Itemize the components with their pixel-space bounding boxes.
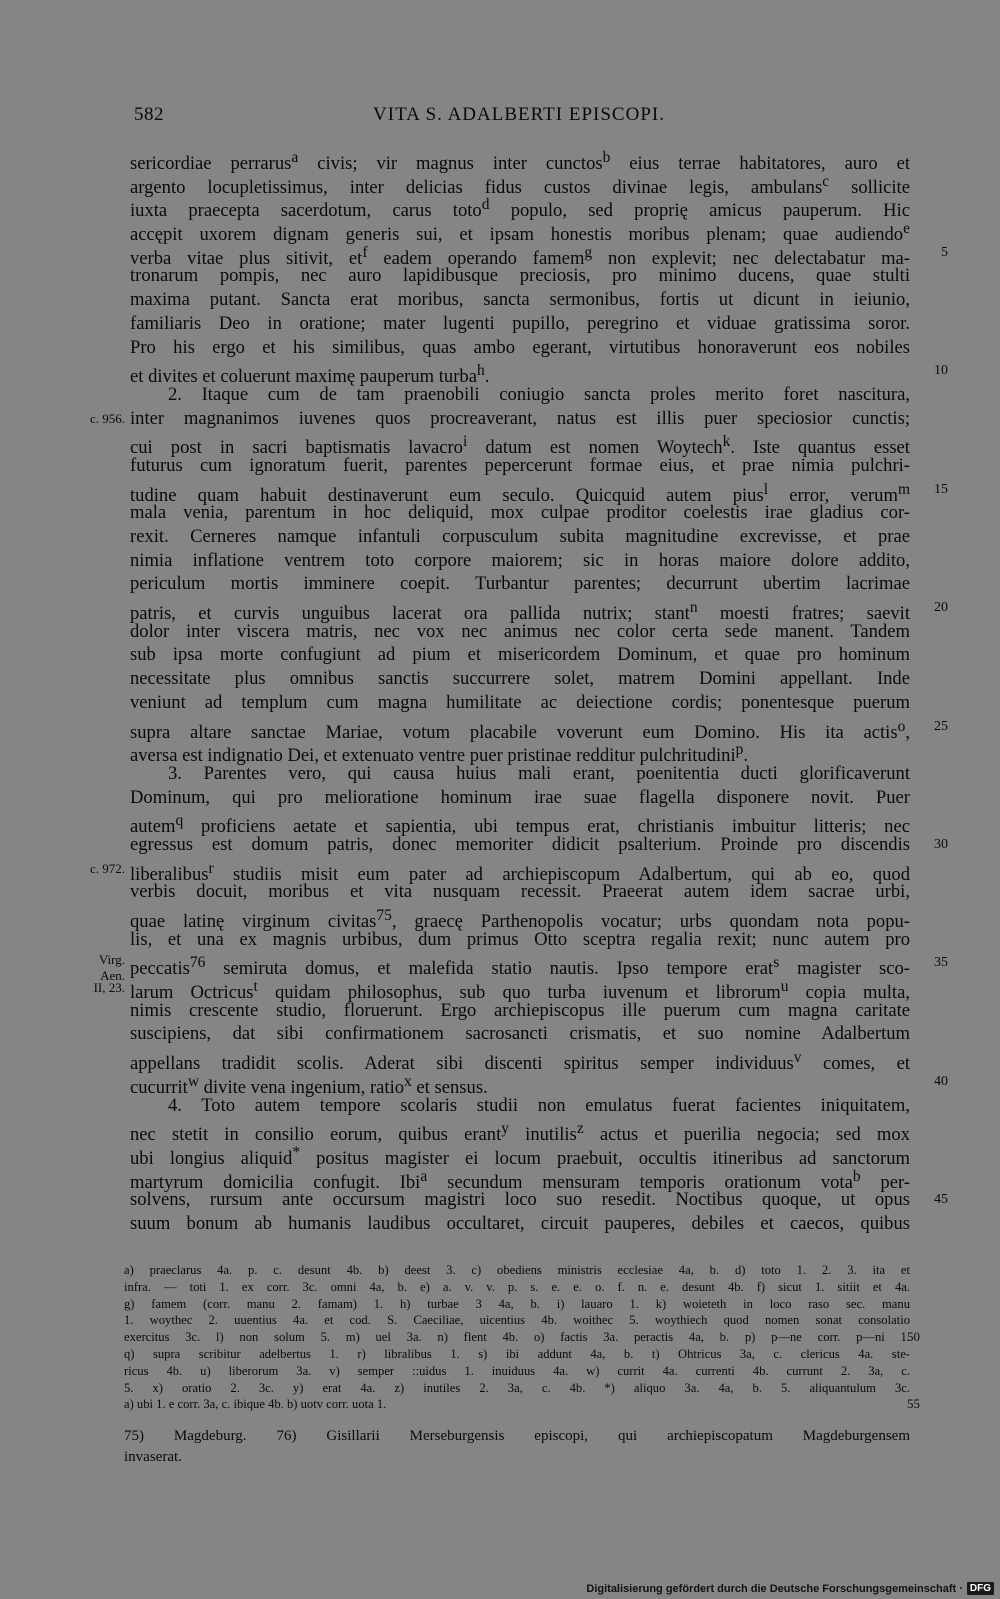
text-line	[130, 715, 948, 743]
text-line-content: nimis crescente studio, floruerunt. Ergo archiepiscopus ille puerum cum magna caritate	[130, 999, 910, 1021]
critical-apparatus	[124, 1262, 920, 1413]
footnote-line	[124, 1363, 910, 1380]
line-number: 10	[934, 363, 948, 379]
line-number: 25	[934, 718, 948, 734]
footnote-line-content: infra. — toti 1. ex corr. 3c. omni 4a, b. e) a. v. v. p. s. e. e. o. f. n. e. desunt 4b. f) sicut 1. sitiit et 4a.	[124, 1279, 910, 1294]
line-number: 50	[907, 1329, 920, 1345]
footnote-line	[124, 1312, 910, 1329]
text-line-content: liberalibus$^r$ studiis misit eum pater ad archiepiscopum Adalbertum, qui ab eo, quod	[130, 859, 910, 885]
text-line	[130, 786, 910, 810]
endnote-line-content: invaserat.	[124, 1449, 182, 1465]
text-line	[130, 312, 910, 336]
text-line	[130, 928, 910, 952]
running-title: VITA S. ADALBERTI EPISCOPI.	[373, 104, 665, 125]
margin-note: Aen.	[100, 967, 125, 983]
footnote-line	[124, 1279, 910, 1296]
footnote-line-content: g) famem (corr. manu 2. famam) 1. h) turbae 3 4a, b. i) lauaro 1. k) woieteth in loco raso sec. manu	[124, 1296, 910, 1311]
text-line	[130, 1094, 910, 1118]
text-line	[130, 1046, 910, 1075]
text-line	[130, 336, 910, 360]
text-line	[130, 975, 910, 1004]
text-line-content: 2. Itaque cum de tam praenobili coniugio sancta proles merito foret nascitura,	[168, 383, 910, 405]
text-line-content: autem$^q$ proficiens aetate et sapientia, ubi tempus erat, christianis imbuitur litteris; nec	[130, 812, 910, 838]
page-header	[134, 104, 904, 134]
line-number: 20	[934, 600, 948, 616]
text-line-content: Pro his ergo et his similibus, quas ambo egerant, virtutibus honoraverunt eos nobiles	[130, 336, 910, 358]
footnote-line	[124, 1329, 920, 1346]
text-line	[130, 549, 910, 573]
text-line-content: iuxta praecepta sacerdotum, carus toto$^d$ populo, sed proprię amicus pauperum. Hic	[130, 196, 910, 222]
text-line	[130, 359, 948, 388]
text-line	[130, 738, 910, 767]
line-number: 30	[934, 836, 948, 852]
page-number: 582	[134, 104, 164, 125]
text-line	[130, 407, 910, 431]
text-line	[130, 1165, 910, 1193]
text-line-content: nimia inflatione ventrem toto corpore maiorem; sic in horas maiore dolore addito,	[130, 549, 910, 571]
text-line	[130, 596, 948, 625]
footnote-line-content: exercitus 3c. l) non solum 5. m) uel 3a. n) flent 4b. o) factis 3a. peractis 4a, b. p) p—ne corr. p—ni 1.	[124, 1330, 910, 1345]
footnote-line-content: a) praeclarus 4a. p. c. desunt 4b. b) deest 3. c) obediens ministris ecclesiae 4a, b. d) toto 1. 2. 3. ita et	[124, 1263, 910, 1277]
body-text	[89, 146, 948, 1236]
text-line	[130, 170, 910, 198]
text-line-content: verba vitae plus sitivit, $et^f$ eadem operando famem$^g$ non explevit; nec delectabatur ma-	[130, 243, 910, 269]
text-line	[130, 146, 910, 175]
text-line-content: accępit uxorem dignam generis sui, et ipsam honestis moribus plenam; quae audiendo$^e$	[130, 220, 910, 246]
text-line	[130, 643, 910, 667]
text-line-content: appellans tradidit scolis. Aderat sibi discenti spiritus semper individuus$^v$ comes, et	[130, 1049, 910, 1075]
text-line-content: maxima putant. Sancta erat moribus, sancta sermonibus, fortis ut dicunt in ieiunio,	[130, 289, 910, 311]
text-line-content: suscipiens, dat sibi confirmationem sacrosancti crismatis, et suo nomine Adalbertum	[130, 1023, 910, 1045]
text-line-content: sericordiae perrarus$^a$ civis; vir magnus inter cunctos$^b$ eius terrae habitatores, auro et	[130, 149, 910, 175]
text-line-content: supra altare sanctae Mariae, votum placabile voverunt eum Domino. His ita actis$^o$,	[130, 717, 910, 743]
text-line-content: mala venia, parentum in hoc deliquid, mox culpae proditor coelestis irae gladius cor-	[130, 502, 910, 524]
text-line	[130, 880, 910, 904]
line-number: 45	[934, 1192, 948, 1208]
text-line-content: rexit. Cerneres namque infantuli corpusculum subita magnitudine excrevisse, et prae	[130, 526, 910, 547]
text-line-content: 3. Parentes vero, qui causa huius mali erant, poenitentia ducti glorificaverunt	[168, 762, 910, 784]
text-line	[130, 288, 910, 312]
text-line	[130, 620, 910, 644]
text-line	[130, 1188, 948, 1212]
text-line	[130, 762, 910, 786]
margin-note: Virg.	[98, 951, 125, 967]
text-line	[130, 217, 910, 246]
text-line-content: futurus cum ignoratum fuerit, parentes pepercerunt formae eius, et prae nimia pulchri-	[130, 454, 910, 476]
footnote-line-content: a) ubi 1. e corr. 3a, c. ibique 4b. b) uotv corr. uota 1.	[124, 1397, 387, 1412]
text-line-content: dolor inter viscera matris, nec vox nec animus nec color certa sede manent. Tandem	[130, 620, 910, 642]
text-line-content: et divites et coluerunt maximę pauperum turba$^h$.	[130, 362, 490, 388]
text-line	[130, 501, 910, 525]
text-line-content: suum bonum ab humanis laudibus occultaret, circuit pauperes, debiles et caecos, quibus	[130, 1212, 910, 1234]
margin-note: c. 972.	[89, 861, 125, 876]
text-line-content: periculum mortis imminere coepit. Turbantur parentes; decurrunt ubertim lacrimae	[130, 573, 910, 595]
footnote-line-content: q) supra scribitur adelbertus 1. r) libralibus 1. s) ibi addunt 4a, b. t) Ohtricus 3a, c. clericus 4a. ste-	[124, 1346, 910, 1361]
line-number: 15	[934, 481, 948, 497]
text-line-content: larum Octricus$^t$ quidam philosophus, sub quo turba iuvenum et librorum$^u$ copia multa,	[130, 978, 910, 1004]
endnotes	[124, 1426, 910, 1468]
text-line-content: tronarum pompis, nec auro lapidibusque preciosis, pro minimo ducens, quae stulti	[130, 265, 910, 287]
text-line-content: lis, et una ex magnis urbibus, dum primus Otto sceptra regalia rexit; nunc autem pro	[130, 928, 910, 950]
footnote-line	[124, 1380, 910, 1397]
text-line	[130, 525, 910, 549]
text-line-content: Dominum, qui pro melioratione hominum irae suae flagella disponere novit. Puer	[130, 786, 910, 808]
footer-text: Digitalisierung gefördert durch die Deutsche Forschungsgemeinschaft ·	[586, 1582, 963, 1595]
text-line-content: veniunt ad templum cum magna humilitate ac deiectione cordis; ponentesque puerum	[130, 691, 910, 713]
text-line	[130, 1022, 910, 1046]
text-line	[130, 1141, 910, 1170]
text-line	[130, 478, 948, 506]
text-line	[130, 857, 910, 885]
text-line-content: quae latinę virginum civitas$^{75}$, graecę Parthenopolis vocatur; urbs quondam nota popu-	[130, 907, 910, 933]
text-line	[130, 809, 910, 838]
text-line	[130, 241, 948, 269]
text-line	[130, 1212, 910, 1236]
endnote-line	[124, 1447, 910, 1468]
margin-note: II, 23.	[93, 979, 125, 995]
text-line-content: cucurrit$^w$ divite vena ingenium, ratio$^x$ et sensus.	[130, 1072, 488, 1098]
text-line	[130, 430, 910, 459]
footnote-line	[124, 1396, 920, 1413]
text-line-content: 4. Toto autem tempore scolaris studii non emulatus fuerat facientes iniquitatem,	[168, 1094, 910, 1116]
footnote-line	[124, 1346, 910, 1363]
line-number: 55	[907, 1396, 920, 1412]
text-line-content: egressus est domum patris, donec memoriter didicit psalterium. Proinde pro discendis	[130, 833, 910, 855]
text-line	[130, 572, 910, 596]
text-line-content: solvens, rursum ante occursum magistri loco suo resedit. Noctibus quoque, ut opus	[130, 1189, 910, 1211]
text-line-content: ubi longius aliquid* positus magister ei locum praebuit, occultis itineribus ad sanctorum	[130, 1143, 910, 1170]
text-line	[130, 951, 948, 980]
text-line-content: aversa est indignatio Dei, et extenuato ventre puer pristinae redditur pulchritudini$^p$.	[130, 741, 749, 767]
footnote-line	[124, 1296, 910, 1313]
dfg-logo-icon: DFG	[967, 1582, 994, 1595]
line-number: 5	[941, 244, 948, 260]
text-line	[130, 1117, 910, 1146]
text-line	[130, 833, 948, 857]
endnote-line-content: 75) Magdeburg. 76) Gisillarii Merseburgensis episcopi, qui archiepiscopatum Magdeburgensem	[124, 1428, 910, 1444]
text-line-content: verbis docuit, moribus et vita nusquam recessit. Praeerat autem idem sacrae urbi,	[130, 881, 910, 903]
margin-note: c. 956.	[89, 410, 125, 426]
text-line	[130, 264, 910, 288]
digitization-footer	[586, 1582, 994, 1595]
text-line-content: tudine quam habuit destinaverunt eum seculo. Quicquid autem pius$^l$ error, verum$^m$	[130, 480, 910, 506]
footnote-line-content: 5. x) oratio 2. 3c. y) erat 4a. z) inutiles 2. 3a, c. 4b. *) aliquo 3a. 4a, b. 5. aliquantulum 3c.	[124, 1380, 910, 1395]
text-line-content: peccatis$^{76}$ semiruta domus, et malefida statio nautis. Ipso tempore erat$^s$ magister sco-	[130, 954, 910, 980]
text-line	[130, 1070, 948, 1098]
text-line-content: martyrum domicilia confugit. Ibi$^a$ secundum mensuram temporis orationum vota$^b$ per-	[130, 1167, 910, 1193]
text-line-content: patris, et curvis unguibus lacerat ora pallida nutrix; stant$^n$ moesti fratres; saevit	[130, 599, 910, 625]
text-line	[130, 383, 910, 407]
line-number: 40	[934, 1073, 948, 1089]
footnote-line-content: ricus 4b. u) liberorum 3a. v) semper ::uidus 1. inuiduus 4a. w) currit 4a. currenti 4b. currunt 2. 3a, c.	[124, 1363, 910, 1378]
text-line	[130, 667, 910, 691]
text-line	[130, 999, 910, 1023]
footnote-line	[124, 1262, 910, 1279]
text-line-content: nec stetit in consilio eorum, quibus erant$^y$ inutilis$^z$ actus et puerilia negocia; sed mox	[130, 1120, 910, 1146]
endnote-line	[124, 1426, 910, 1447]
text-line-content: familiaris Deo in oratione; mater lugenti pupillo, peregrino et viduae gratissima soror.	[130, 312, 910, 334]
text-line-content: argento locupletissimus, inter delicias fidus custos divinae legis, ambulans$^c$ sollicite	[130, 172, 910, 198]
line-number: 35	[934, 955, 948, 971]
text-line	[130, 691, 910, 715]
text-line-content: sub ipsa morte confugiunt ad pium et misericordem Dominum, et quae pro hominum	[130, 644, 910, 666]
text-line	[130, 454, 910, 478]
footnote-line-content: 1. woythec 2. uuentius 4a. et cod. S. Caeciliae, uicentius 4b. woithec 5. woythiech quod nomen sonat consolatio	[124, 1313, 910, 1328]
text-line	[130, 904, 910, 933]
text-line-content: cui post in sacri baptismatis lavacro$^i$ datum est nomen Woytech$^k$. Iste quantus esset	[130, 433, 910, 459]
text-line	[130, 193, 910, 222]
text-line-content: necessitate plus omnibus sanctis succurrere solet, matrem Domini appellant. Inde	[130, 668, 910, 690]
text-line-content: inter magnanimos iuvenes quos procreaverant, natus est illis puer speciosior cunctis;	[130, 407, 910, 429]
